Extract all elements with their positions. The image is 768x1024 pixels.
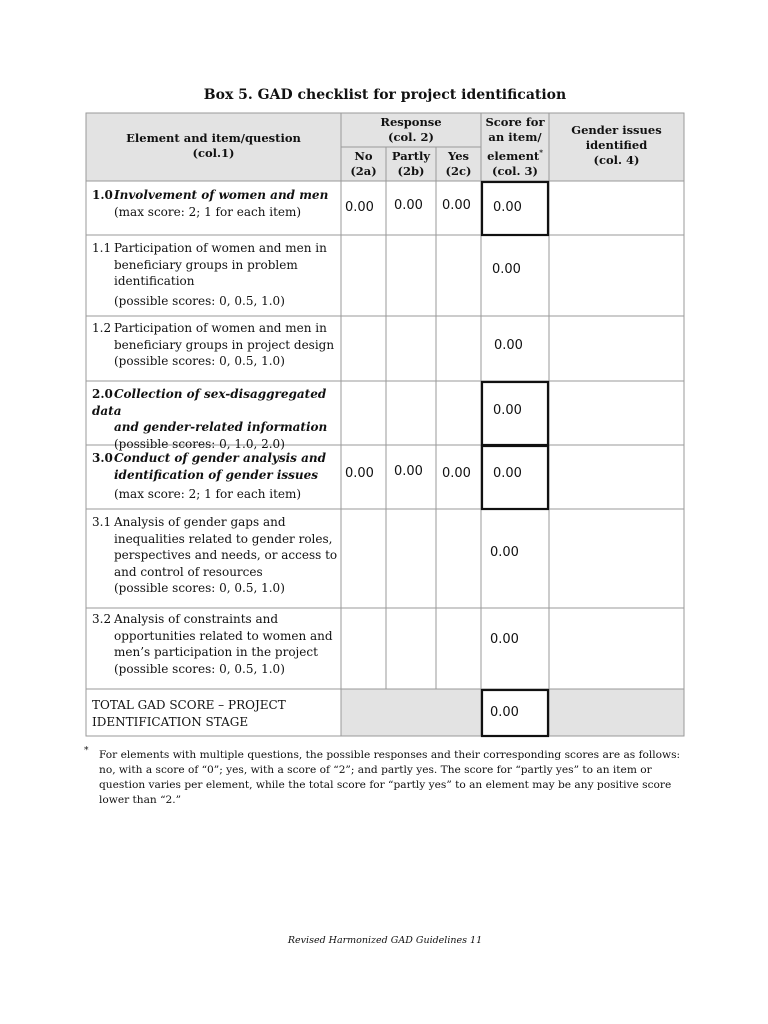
- header-score: Score for an item/ element* (col. 3): [485, 115, 545, 178]
- total-shading-response: [341, 689, 481, 736]
- header-yes: Yes (2c): [445, 149, 472, 178]
- row-1-0-partly-value: 0.00: [394, 198, 423, 213]
- row-1-1-label: 1.1 Participation of women and men in beneficiary groups in problem identification (possible scores: 0, 0.5, 1.0): [92, 241, 327, 308]
- footnote-text: For elements with multiple questions, the possible responses and their corresponding scores are as follows: no, with a score of “0”; yes, with a score of “2”; and partly yes. The score for “partly yes” to an item or question varies per element, while the total score for “partly yes” to an element may be any positive score lower than “2.”: [99, 749, 681, 806]
- row-1-0-yes-value: 0.00: [442, 198, 471, 213]
- row-1-0-no-value: 0.00: [345, 200, 374, 215]
- row-3-1-label: 3.1 Analysis of gender gaps and inequalities related to gender roles, perspectives and needs, or access to and control of resources (possible scores: 0, 0.5, 1.0): [92, 515, 338, 595]
- header-col1: Element and item/question (col.1): [126, 131, 301, 160]
- footnote-marker: *: [84, 746, 89, 756]
- row-1-0-score-value: 0.00: [493, 200, 522, 215]
- row-3-0-yes-value: 0.00: [442, 466, 471, 481]
- row-1-1-score-value: 0.00: [492, 262, 521, 277]
- row-3-0-label: 3.0Conduct of gender analysis and identification of gender issues (max score: 2; 1 for each item): [92, 451, 326, 501]
- row-2-0-label: 2.0Collection of sex-disaggregated data and gender-related information (possible scores: 0, 1.0, 2.0): [92, 387, 328, 451]
- row-1-2-score-value: 0.00: [494, 338, 523, 353]
- row-1-2-label: 1.2 Participation of women and men in beneficiary groups in project design (possible scores: 0, 0.5, 1.0): [92, 321, 335, 368]
- row-3-0-score-value: 0.00: [493, 466, 522, 481]
- footnote: [84, 748, 684, 808]
- header-no: No (2a): [350, 149, 377, 178]
- row-3-2-score-value: 0.00: [490, 632, 519, 647]
- header-gender-issues: Gender issues identified (col. 4): [571, 123, 662, 167]
- row-1-0-label: 1.0Involvement of women and men (max score: 2; 1 for each item): [92, 188, 329, 219]
- page-footer: Revised Harmonized GAD Guidelines 11: [287, 935, 483, 946]
- row-3-0-no-value: 0.00: [345, 466, 374, 481]
- row-3-1-score-value: 0.00: [490, 545, 519, 560]
- row-3-2-label: 3.2 Analysis of constraints and opportunities related to women and men’s participation in the project (possible scores: 0, 0.5, 1.0): [92, 612, 333, 676]
- document-title: Box 5. GAD checklist for project identification: [203, 87, 567, 103]
- total-label: TOTAL GAD SCORE – PROJECT IDENTIFICATION STAGE: [92, 698, 286, 729]
- total-shading-gender: [549, 689, 684, 736]
- header-partly: Partly (2b): [391, 149, 431, 178]
- total-score-value: 0.00: [490, 705, 519, 720]
- row-3-0-partly-value: 0.00: [394, 464, 423, 479]
- header-response: Response (col. 2): [380, 115, 442, 144]
- row-2-0-score-value: 0.00: [493, 403, 522, 418]
